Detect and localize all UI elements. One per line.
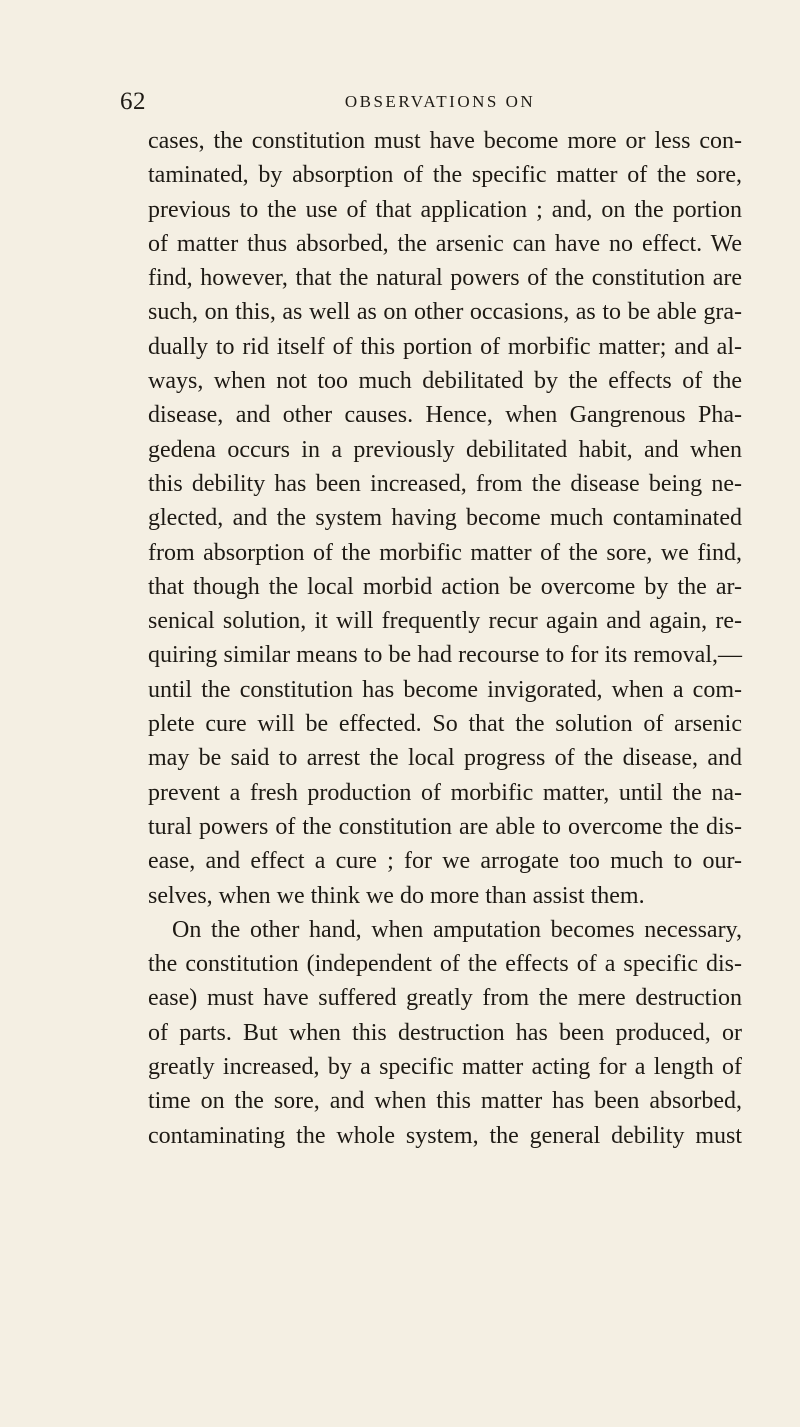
text-line: of matter thus absorbed, the arsenic can have no effect. We	[148, 230, 742, 257]
text-line: gedena occurs in a previously debilitated habit, and when	[148, 436, 742, 463]
running-head	[120, 88, 730, 118]
text-line: find, however, that the natural powers of the constitution are	[148, 265, 742, 292]
text-line: ways, when not too much debilitated by the effects of the	[148, 368, 742, 395]
text-line: of parts. But when this destruction has been produced, or	[148, 1019, 742, 1046]
text-line: tural powers of the constitution are able to overcome the dis-	[148, 813, 742, 840]
text-line: On the other hand, when amputation becomes necessary,	[172, 916, 742, 943]
text-line: cases, the constitution must have become more or less con-	[148, 128, 742, 154]
text-line: such, on this, as well as on other occasions, as to be able gra-	[148, 299, 742, 326]
text-line: ease, and effect a cure ; for we arrogate too much to our-	[148, 848, 742, 875]
page-number: 62	[120, 88, 146, 115]
text-line: greatly increased, by a specific matter acting for a length of	[148, 1054, 742, 1081]
text-line: may be said to arrest the local progress of the disease, and	[148, 745, 742, 772]
text-line: glected, and the system having become much contaminated	[148, 505, 742, 532]
text-line: until the constitution has become invigorated, when a com-	[148, 676, 742, 703]
text-line: plete cure will be effected. So that the solution of arsenic	[148, 711, 742, 738]
body-text	[148, 124, 742, 1153]
text-line: ease) must have suffered greatly from the mere destruction	[148, 985, 742, 1012]
text-line: this debility has been increased, from the disease being ne-	[148, 470, 742, 497]
paragraph	[148, 913, 742, 1153]
text-line: previous to the use of that application ; and, on the portion	[148, 196, 742, 223]
text-line: time on the sore, and when this matter has been absorbed,	[148, 1088, 742, 1115]
text-line: contaminating the whole system, the general debility must	[148, 1122, 742, 1149]
text-line: from absorption of the morbific matter of the sore, we find,	[148, 539, 742, 566]
text-line: prevent a fresh production of morbific matter, until the na-	[148, 779, 742, 806]
text-line: senical solution, it will frequently recur again and again, re-	[148, 608, 742, 635]
paragraph	[148, 124, 742, 913]
running-title: OBSERVATIONS ON	[344, 92, 536, 111]
text-line: disease, and other causes. Hence, when Gangrenous Pha-	[148, 402, 742, 429]
text-line: taminated, by absorption of the specific matter of the sore,	[148, 162, 742, 189]
text-line: dually to rid itself of this portion of morbific matter; and al-	[148, 333, 742, 360]
text-line: the constitution (independent of the effects of a specific dis-	[148, 951, 742, 978]
text-line: selves, when we think we do more than assist them.	[148, 882, 645, 909]
text-line: that though the local morbid action be overcome by the ar-	[148, 573, 742, 600]
text-line: quiring similar means to be had recourse to for its removal,—	[148, 642, 742, 669]
